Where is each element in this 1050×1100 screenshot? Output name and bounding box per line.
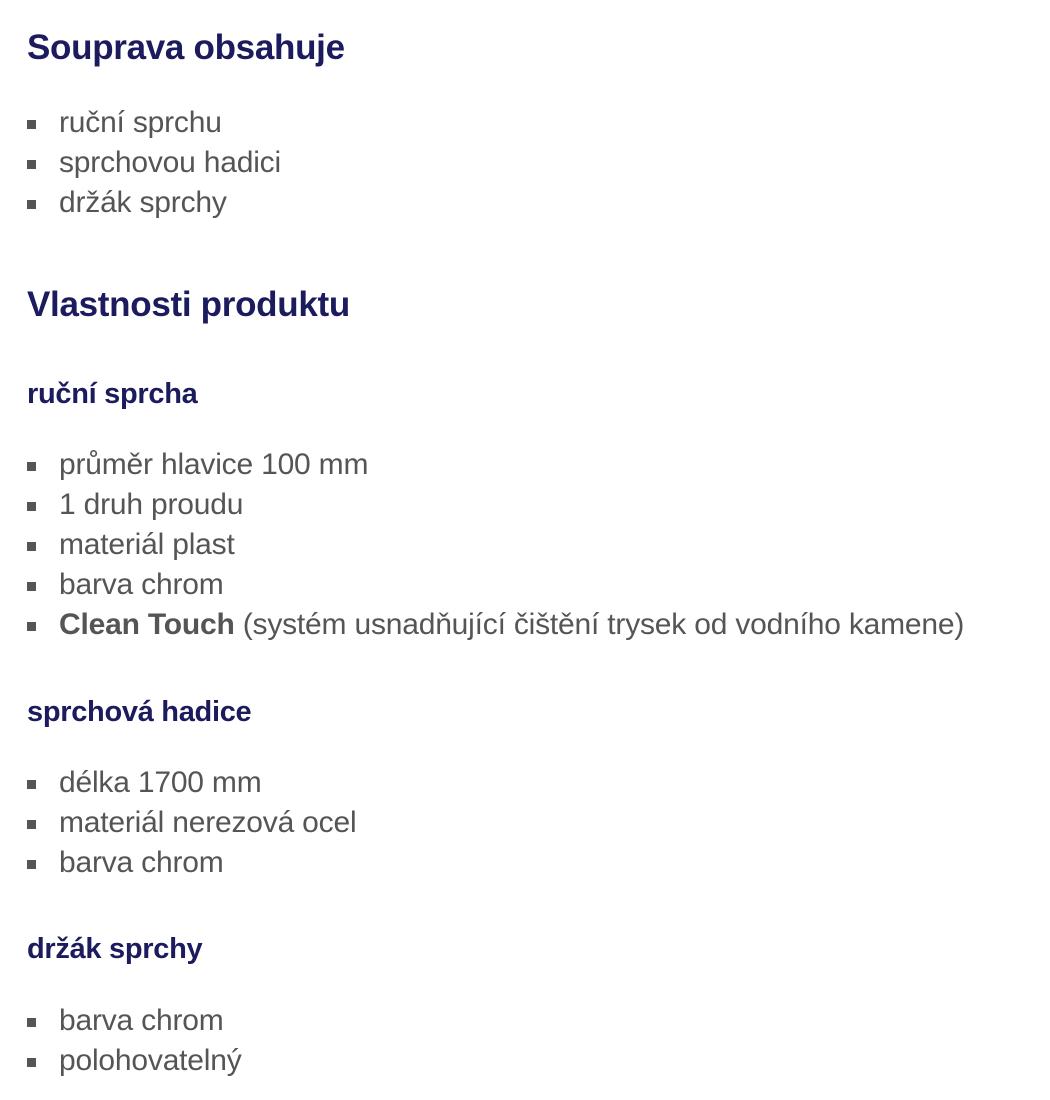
shower-hose-heading: sprchová hadice (27, 696, 252, 728)
list-item-text: materiál plast (59, 528, 235, 561)
list-item (27, 565, 964, 605)
clean-touch-name: Clean Touch (59, 608, 235, 641)
list-item-text: ruční sprchu (59, 106, 222, 139)
list-item (27, 183, 281, 223)
square-bullet-icon (27, 1058, 36, 1067)
hand-shower-list (27, 445, 964, 645)
list-item-text: délka 1700 mm (59, 766, 262, 799)
kit-contents-list (27, 103, 281, 223)
square-bullet-icon (27, 160, 36, 169)
square-bullet-icon (27, 780, 36, 789)
clean-touch-description: (systém usnadňující čištění trysek od vodního kamene) (234, 608, 965, 641)
list-item (27, 143, 281, 183)
list-item (27, 103, 281, 143)
square-bullet-icon (27, 502, 36, 511)
list-item-text: 1 druh proudu (59, 488, 244, 521)
square-bullet-icon (27, 860, 36, 869)
square-bullet-icon (27, 622, 36, 631)
shower-holder-heading: držák sprchy (27, 933, 203, 965)
list-item-text: barva chrom (59, 1004, 224, 1037)
square-bullet-icon (27, 582, 36, 591)
square-bullet-icon (27, 542, 36, 551)
list-item-text: sprchovou hadici (59, 146, 281, 179)
list-item-text: materiál nerezová ocel (59, 806, 357, 839)
shower-holder-list (27, 1001, 242, 1081)
list-item (27, 843, 356, 883)
list-item-text: průměr hlavice 100 mm (59, 448, 369, 481)
list-item (27, 1001, 242, 1041)
product-properties-heading: Vlastnosti produktu (27, 285, 350, 324)
shower-hose-list (27, 763, 356, 883)
list-item (27, 525, 964, 565)
hand-shower-heading: ruční sprcha (27, 378, 198, 410)
square-bullet-icon (27, 820, 36, 829)
square-bullet-icon (27, 200, 36, 209)
square-bullet-icon (27, 1018, 36, 1027)
list-item (27, 445, 964, 485)
square-bullet-icon (27, 120, 36, 129)
kit-contents-heading: Souprava obsahuje (27, 28, 345, 67)
list-item (27, 1041, 242, 1081)
list-item (27, 803, 356, 843)
list-item-clean-touch (27, 605, 964, 645)
list-item (27, 763, 356, 803)
square-bullet-icon (27, 462, 36, 471)
list-item-text: barva chrom (59, 846, 224, 879)
list-item-text: barva chrom (59, 568, 224, 601)
list-item-text: držák sprchy (59, 186, 227, 219)
list-item-text: polohovatelný (59, 1044, 242, 1077)
list-item (27, 485, 964, 525)
